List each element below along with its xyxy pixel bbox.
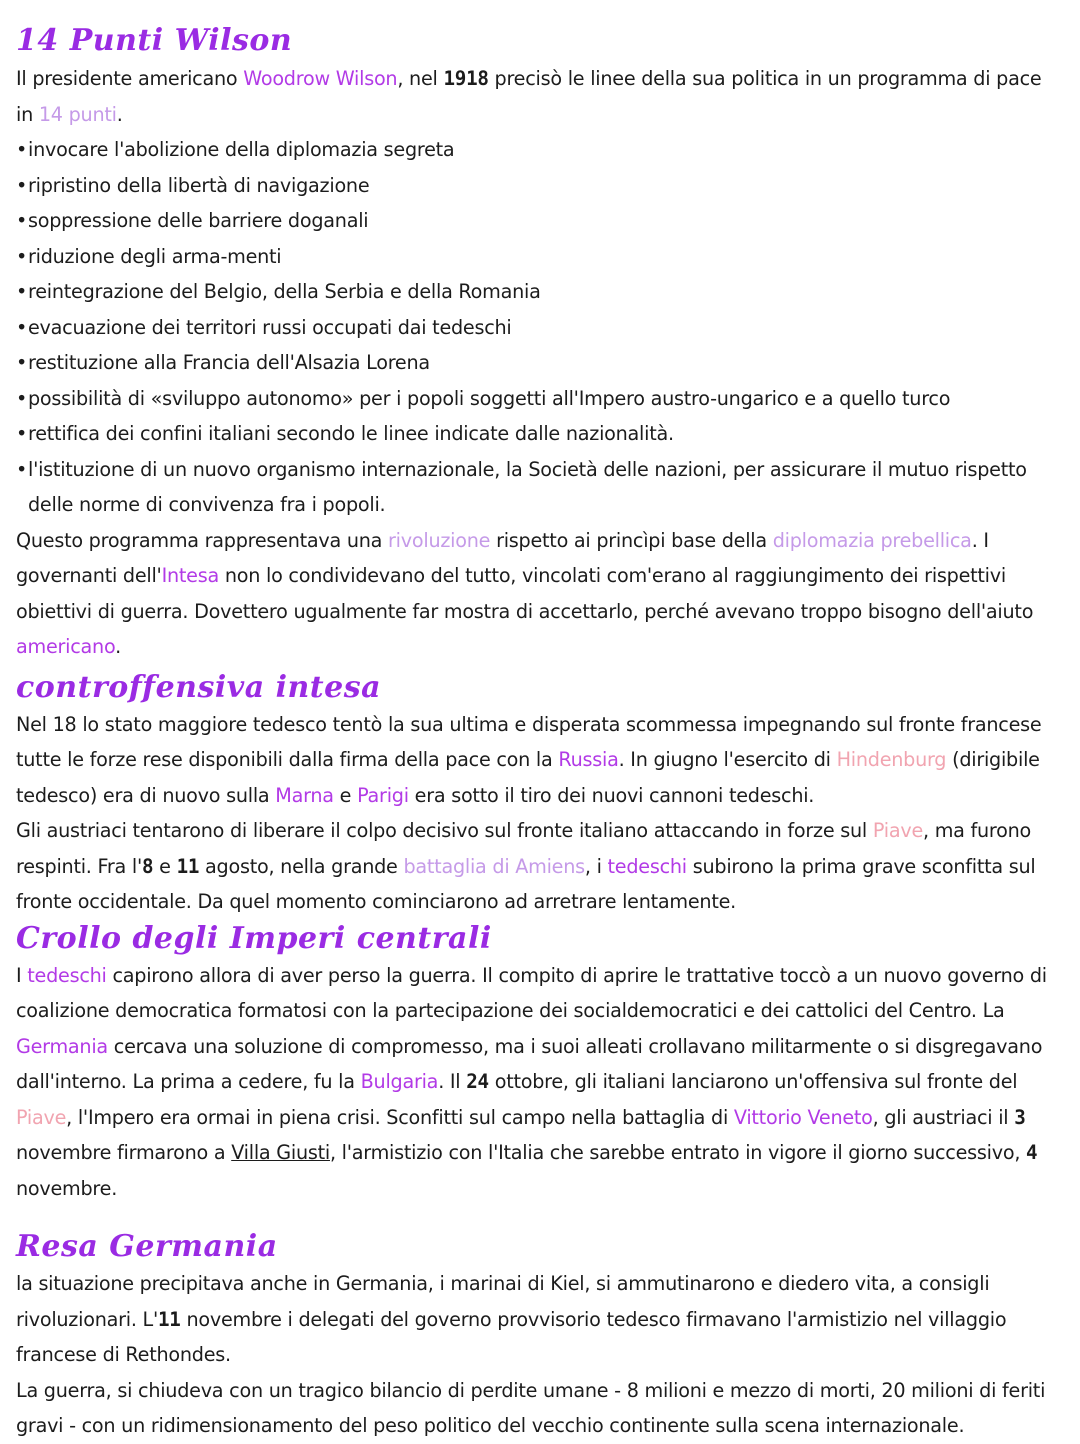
body-text: Gli austriaci tentarono di liberare il colpo decisivo sul fronte italiano attaccando in forze sul (16, 819, 873, 842)
highlight-bulgaria: Bulgaria (360, 1070, 439, 1093)
highlight-piave: Piave (16, 1105, 67, 1129)
body-text: , i (584, 854, 608, 878)
body-text: , l'armistizio con l'Italia che sarebbe entrato in vigore il giorno successivo, (329, 1141, 1027, 1164)
list-item: • riduzione degli arma-menti (16, 239, 1058, 275)
list-item: • l'istituzione di un nuovo organismo internazionale, la Società delle nazioni, per assicurare il mutuo rispetto delle norme di convivenza fra i popoli. (16, 452, 1058, 523)
body-text: . (115, 635, 121, 658)
resa-p1 (16, 1266, 1058, 1373)
highlight-vittorio-veneto: Vittorio Veneto (733, 1105, 873, 1129)
number-8: 8 (141, 854, 154, 878)
body-text: . I governanti dell' (16, 528, 989, 587)
body-text: era sotto il tiro dei nuovi cannoni tedeschi. (408, 783, 815, 807)
highlight-hindenburg: Hindenburg (836, 748, 947, 771)
body-text: agosto, nella grande (199, 854, 404, 878)
intro-text: Il presidente americano (16, 67, 244, 90)
body-text: la situazione precipitava anche in Germania, i marinai di Kiel, si ammutinarono e diedero vita, a consigli rivoluzionari. L' (16, 1272, 990, 1331)
highlight-parigi: Parigi (357, 783, 409, 807)
list-item: • rettifica dei confini italiani secondo le linee indicate dalle nazionalità. (16, 416, 1058, 452)
list-item: • soppressione delle barriere doganali (16, 203, 1058, 239)
year-1918: 1918 (443, 67, 489, 90)
crollo-p1 (16, 958, 1058, 1207)
body-text: e (153, 854, 177, 878)
highlight-americano: americano (16, 635, 116, 658)
highlight-amiens: battaglia di Amiens (403, 854, 585, 878)
controffensiva-p1 (16, 707, 1058, 814)
number-24: 24 (466, 1070, 489, 1093)
body-text: ottobre, gli italiani lanciarono un'offensiva sul fronte del (488, 1070, 1018, 1093)
list-item: • ripristino della libertà di navigazione (16, 168, 1058, 204)
body-text: I (16, 963, 28, 987)
highlight-tedeschi: tedeschi (27, 963, 107, 987)
section-title-14-punti: 14 Punti Wilson (16, 23, 293, 58)
body-text: Nel 18 lo stato maggiore tedesco tentò la sua ultima e disperata scommessa impegnando sul fronte francese tutte le forze rese disponibili dalla firma della pace con la (16, 712, 1042, 771)
list-item: • evacuazione dei territori russi occupati dai tedeschi (16, 310, 1058, 346)
number-4: 4 (1026, 1141, 1038, 1164)
body-text: e (333, 783, 358, 807)
body-text: , ma furono respinti. Fra l' (16, 819, 1032, 878)
list-item: • possibilità di «sviluppo autonomo» per i popoli soggetti all'Impero austro-ungarico e a quello turco (16, 381, 1058, 417)
highlight-intesa: Intesa (161, 564, 219, 587)
body-text: novembre firmarono a (16, 1141, 232, 1164)
programma-paragraph (16, 523, 1058, 665)
number-11: 11 (176, 854, 200, 878)
section-title-resa-germania: Resa Germania (16, 1229, 278, 1264)
highlight-marna: Marna (275, 783, 334, 807)
body-text: , gli austriaci il (872, 1105, 1015, 1129)
highlight-rivoluzione: rivoluzione (388, 528, 491, 552)
highlight-14-punti: 14 punti (38, 102, 117, 126)
highlight-wilson: Woodrow Wilson (243, 67, 398, 90)
body-text: rispetto ai princìpi base della (490, 528, 773, 552)
body-text: , l'Impero era ormai in piena crisi. Sconfitti sul campo nella battaglia di (66, 1105, 734, 1129)
number-3: 3 (1014, 1105, 1026, 1129)
list-item: • reintegrazione del Belgio, della Serbia e della Romania (16, 274, 1058, 310)
list-item: • restituzione alla Francia dell'Alsazia Lorena (16, 345, 1058, 381)
wilson-intro (16, 61, 1058, 132)
body-text: Questo programma rappresentava una (16, 528, 389, 552)
intro-text: precisò le linee della sua politica in un programma di pace in (16, 67, 1042, 126)
body-text: . Il (438, 1070, 467, 1093)
highlight-germania: Germania (16, 1034, 108, 1058)
body-text: capirono allora di aver perso la guerra. Il compito di aprire le trattative toccò a un nuovo governo di coalizione democratica formatosi con la partecipazione dei socialdemocratici e dei cattolici del Centro. La (16, 963, 1047, 1022)
body-text: . In giugno l'esercito di (618, 748, 837, 771)
intro-text: , nel (397, 67, 444, 90)
villa-giusti-underlined: Villa Giusti (231, 1141, 330, 1164)
highlight-russia: Russia (558, 748, 619, 771)
resa-p2 (16, 1373, 1058, 1444)
number-11: 11 (158, 1307, 181, 1331)
section-title-controffensiva: controffensiva intesa (16, 669, 382, 705)
body-text: (dirigibile tedesco) era di nuovo sulla (16, 748, 1040, 807)
controffensiva-p2 (16, 813, 1058, 920)
highlight-tedeschi: tedeschi (607, 854, 687, 878)
points-list (16, 132, 1058, 523)
intro-text: . (116, 102, 123, 126)
body-text: cercava una soluzione di compromesso, ma i suoi alleati crollavano militarmente o si disgregavano dall'interno. La prima a cedere, fu la (16, 1034, 1043, 1093)
body-text: La guerra, si chiudeva con un tragico bilancio di perdite umane - 8 milioni e mezzo di morti, 20 milioni di feriti gravi - con un ridimensionamento del peso politico del vecchio continente sulla scena internazionale. (16, 1378, 1046, 1437)
section-title-crollo: Crollo degli Imperi centrali (16, 920, 492, 956)
highlight-diplomazia: diplomazia prebellica (772, 528, 972, 552)
body-text: subirono la prima grave sconfitta sul fronte occidentale. Da quel momento cominciarono ad arretrare lentamente. (16, 854, 1036, 913)
highlight-piave: Piave (872, 819, 924, 842)
body-text: novembre. (16, 1176, 118, 1200)
body-text: novembre i delegati del governo provvisorio tedesco firmavano l'armistizio nel villaggio francese di Rethondes. (16, 1307, 1007, 1366)
list-item: • invocare l'abolizione della diplomazia segreta (16, 132, 1058, 168)
body-text: non lo condividevano del tutto, vincolati com'erano al raggiungimento dei rispettivi obiettivi di guerra. Dovettero ugualmente far mostra di accettarlo, perché avevano troppo bisogno dell'aiuto (16, 564, 1034, 623)
